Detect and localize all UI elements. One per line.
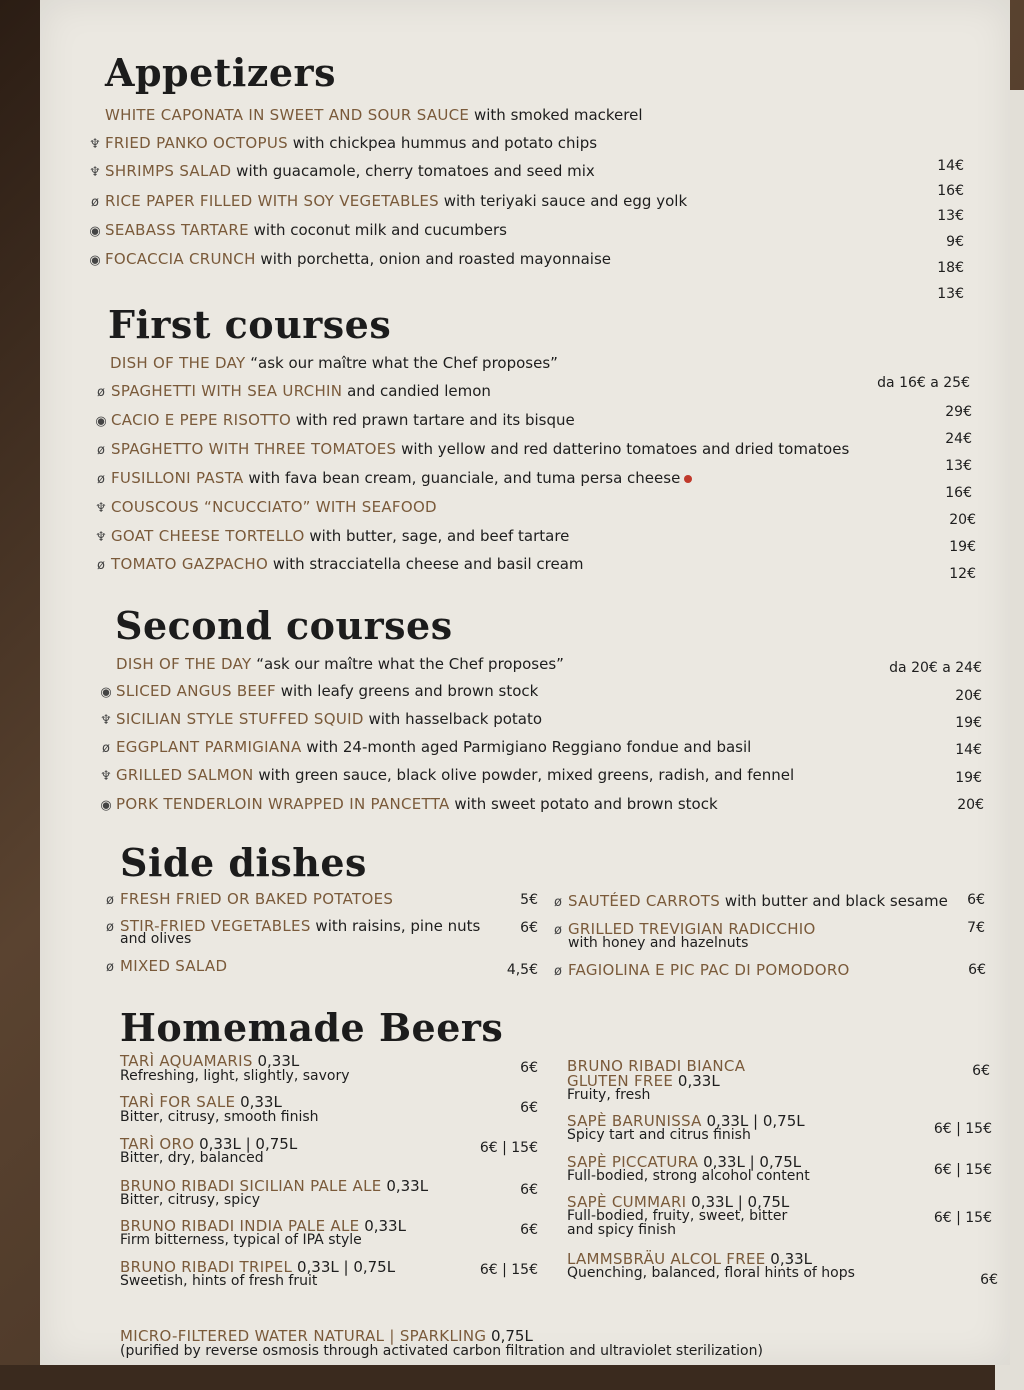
item-desc: with butter, sage, and beef tartare	[304, 527, 570, 545]
item-desc: with porchetta, onion and roasted mayonnaise	[255, 250, 612, 268]
beer-desc: Full-bodied, strong alcohol content	[567, 1168, 810, 1184]
beer-price: 6€	[972, 1063, 990, 1079]
beer-size: 0,33L | 0,75L	[686, 1193, 790, 1211]
item-price: 13€	[945, 458, 972, 474]
menu-item	[98, 766, 794, 784]
menu-item	[93, 469, 692, 487]
item-price: 18€	[937, 260, 964, 276]
item-price: 6€	[968, 962, 986, 978]
item-desc: with hasselback potato	[363, 710, 543, 728]
item-price: 19€	[955, 770, 982, 786]
item-desc: with butter and black sesame	[720, 892, 948, 910]
menu-item	[93, 527, 569, 545]
item-name: CACIO E PEPE RISOTTO	[111, 411, 292, 429]
item-desc: with guacamole, cherry tomatoes and seed mix	[231, 162, 595, 180]
item-name: SPAGHETTO WITH THREE TOMATOES	[111, 440, 397, 458]
item-price: 13€	[937, 286, 964, 302]
beer-desc-line2: and spicy finish	[567, 1222, 677, 1238]
menu-page	[40, 0, 1010, 1365]
menu-item	[102, 890, 393, 908]
beer-price: 6€ | 15€	[933, 1210, 992, 1226]
item-name: SPAGHETTI WITH SEA URCHIN	[111, 382, 343, 400]
spicy-icon	[684, 475, 692, 483]
item-name: GRILLED TREVIGIAN RADICCHIO	[568, 920, 816, 938]
item-price: 14€	[955, 742, 982, 758]
beer-size: 0,33L | 0,75L	[698, 1153, 802, 1171]
fish-icon: ♆	[100, 769, 112, 784]
item-price: 20€	[949, 512, 976, 528]
beer-name: BRUNO RIBADI SICILIAN PALE ALE	[120, 1177, 382, 1195]
leaf-icon: ø	[91, 195, 99, 210]
item-name: FRESH FRIED OR BAKED POTATOES	[120, 890, 394, 908]
item-desc: “ask our maître what the Chef proposes”	[245, 354, 558, 372]
item-price: 7€	[967, 920, 985, 936]
beer-price: 6€	[520, 1060, 538, 1076]
beer-desc: Bitter, citrusy, spicy	[120, 1192, 260, 1208]
beer-desc: Refreshing, light, slightly, savory	[120, 1068, 350, 1084]
menu-item	[93, 555, 584, 573]
item-desc: with sweet potato and brown stock	[449, 795, 718, 813]
item-price: 19€	[955, 715, 982, 731]
item-price: 12€	[949, 566, 976, 582]
leaf-icon: ø	[106, 893, 114, 908]
item-desc: with smoked mackerel	[469, 106, 643, 124]
leaf-icon: ø	[102, 741, 110, 756]
menu-item	[110, 354, 558, 372]
item-name: FUSILLONI PASTA	[111, 469, 244, 487]
item-name: SAUTÉED CARROTS	[568, 892, 721, 910]
item-price: 13€	[937, 208, 964, 224]
menu-item	[98, 795, 718, 813]
meat-icon: ◉	[89, 224, 101, 239]
item-name: SICILIAN STYLE STUFFED SQUID	[116, 710, 364, 728]
menu-item	[87, 221, 507, 239]
item-desc: with red prawn tartare and its bisque	[291, 411, 575, 429]
item-price: 16€	[937, 183, 964, 199]
leaf-icon: ø	[554, 923, 562, 938]
water-name: MICRO-FILTERED WATER NATURAL | SPARKLING	[120, 1327, 487, 1345]
beer-price: 6€	[520, 1182, 538, 1198]
fish-icon: ♆	[100, 713, 112, 728]
item-price: 20€	[957, 797, 984, 813]
leaf-icon: ø	[97, 385, 105, 400]
item-name: TOMATO GAZPACHO	[111, 555, 269, 573]
side-dishes-title: Side dishes	[120, 840, 367, 885]
item-price: 9€	[946, 234, 964, 250]
beer-name: TARÌ FOR SALE	[120, 1093, 236, 1111]
item-desc: with raisins, pine nuts	[310, 917, 481, 935]
item-name: SHRIMPS SALAD	[105, 162, 232, 180]
beer-desc: Full-bodied, fruity, sweet, bitter	[567, 1208, 788, 1224]
menu-item	[98, 682, 538, 700]
beer-size: 0,33L	[252, 1052, 300, 1070]
menu-item	[87, 162, 595, 180]
menu-item	[102, 957, 227, 975]
item-name: DISH OF THE DAY	[116, 655, 252, 673]
beer-desc: Quenching, balanced, floral hints of hops	[567, 1265, 855, 1281]
item-price: 29€	[945, 404, 972, 420]
item-price: 5€	[520, 892, 538, 908]
menu-item	[93, 498, 437, 516]
item-desc-line2: and olives	[120, 931, 192, 947]
item-price: 20€	[955, 688, 982, 704]
water-size: 0,75L	[486, 1327, 533, 1345]
item-price: 4,5€	[506, 962, 538, 978]
leaf-icon: ø	[97, 558, 105, 573]
item-desc: with stracciatella cheese and basil cream	[268, 555, 584, 573]
item-name: PORK TENDERLOIN WRAPPED IN PANCETTA	[116, 795, 450, 813]
menu-item	[93, 382, 491, 400]
beer-name: TARÌ AQUAMARIS	[120, 1052, 253, 1070]
item-name: SEABASS TARTARE	[105, 221, 249, 239]
leaf-icon: ø	[106, 960, 114, 975]
item-price: 6€	[967, 892, 985, 908]
beer-desc: Bitter, dry, balanced	[120, 1150, 264, 1166]
beer-name: SAPÈ PICCATURA	[567, 1153, 699, 1171]
item-name: EGGPLANT PARMIGIANA	[116, 738, 302, 756]
meat-icon: ◉	[100, 798, 112, 813]
item-price: 16€	[945, 485, 972, 501]
beer-name: BRUNO RIBADI INDIA PALE ALE	[120, 1217, 360, 1235]
item-desc: with leafy greens and brown stock	[275, 682, 539, 700]
menu-item	[87, 250, 611, 268]
item-name: GRILLED SALMON	[116, 766, 254, 784]
item-price: 14€	[937, 158, 964, 174]
item-price: 19€	[949, 539, 976, 555]
menu-item	[87, 192, 687, 210]
water-desc: (purified by reverse osmosis through activated carbon filtration and ultraviolet sterilization)	[120, 1343, 763, 1359]
homemade-beers-title: Homemade Beers	[120, 1005, 504, 1050]
menu-item	[98, 738, 751, 756]
item-name: FAGIOLINA E PIC PAC DI POMODORO	[568, 961, 850, 979]
item-name: DISH OF THE DAY	[110, 354, 246, 372]
beer-size: 0,33L | 0,75L	[194, 1135, 298, 1153]
item-name: COUSCOUS “NCUCCIATO” WITH SEAFOOD	[111, 498, 437, 516]
menu-item	[98, 710, 542, 728]
beer-size: 0,33L	[765, 1250, 813, 1268]
beer-name: SAPÈ CUMMARI	[567, 1193, 687, 1211]
beer-size: 0,33L	[359, 1217, 406, 1235]
beer-price: 6€ | 15€	[479, 1140, 538, 1156]
beer-price: 6€	[980, 1272, 998, 1288]
item-name: RICE PAPER FILLED WITH SOY VEGETABLES	[105, 192, 439, 210]
appetizers-title: Appetizers	[105, 50, 336, 95]
menu-item	[93, 440, 849, 458]
beer-name: GLUTEN FREE	[567, 1072, 674, 1090]
beer-name: BRUNO RIBADI BIANCA	[567, 1057, 746, 1075]
item-price: da 20€ a 24€	[889, 660, 982, 676]
leaf-icon: ø	[554, 895, 562, 910]
fish-icon: ♆	[89, 137, 101, 152]
item-name: FOCACCIA CRUNCH	[105, 250, 256, 268]
menu-item	[105, 106, 643, 124]
beer-name: TARÌ ORO	[120, 1135, 195, 1153]
beer-name: BRUNO RIBADI TRIPEL	[120, 1258, 293, 1276]
item-name: FRIED PANKO OCTOPUS	[105, 134, 288, 152]
fish-icon: ♆	[95, 501, 107, 516]
beer-desc: Firm bitterness, typical of IPA style	[120, 1232, 362, 1248]
beer-price: 6€	[520, 1222, 538, 1238]
item-desc: with fava bean cream, guanciale, and tuma persa cheese	[243, 469, 681, 487]
item-desc: with 24-month aged Parmigiano Reggiano fondue and basil	[301, 738, 752, 756]
menu-item	[550, 961, 850, 979]
item-desc: with yellow and red datterino tomatoes and dried tomatoes	[396, 440, 850, 458]
fish-icon: ♆	[89, 165, 101, 180]
beer-price: 6€	[520, 1100, 538, 1116]
beer-price: 6€ | 15€	[479, 1262, 538, 1278]
item-desc: with teriyaki sauce and egg yolk	[438, 192, 688, 210]
item-desc: with green sauce, black olive powder, mixed greens, radish, and fennel	[253, 766, 795, 784]
menu-item	[116, 655, 564, 673]
menu-item	[550, 892, 948, 910]
item-name: GOAT CHEESE TORTELLO	[111, 527, 305, 545]
item-name: MIXED SALAD	[120, 957, 228, 975]
fish-icon: ♆	[95, 530, 107, 545]
beer-name: LAMMSBRÄU ALCOL FREE	[567, 1250, 766, 1268]
item-desc: “ask our maître what the Chef proposes”	[251, 655, 564, 673]
beer-desc: Sweetish, hints of fresh fruit	[120, 1273, 318, 1289]
beer-size: 0,33L	[381, 1177, 429, 1195]
item-name: SLICED ANGUS BEEF	[116, 682, 276, 700]
second-courses-title: Second courses	[115, 603, 453, 648]
beer-size: 0,33L	[235, 1093, 282, 1111]
leaf-icon: ø	[97, 472, 105, 487]
beer-size: 0,33L | 0,75L	[292, 1258, 396, 1276]
beer-price: 6€ | 15€	[933, 1162, 992, 1178]
leaf-icon: ø	[106, 920, 114, 935]
meat-icon: ◉	[100, 685, 112, 700]
item-desc: with coconut milk and cucumbers	[248, 221, 507, 239]
leaf-icon: ø	[97, 443, 105, 458]
menu-item	[93, 411, 575, 429]
beer-desc: Fruity, fresh	[567, 1087, 651, 1103]
item-desc: with chickpea hummus and potato chips	[287, 134, 598, 152]
leaf-icon: ø	[554, 964, 562, 979]
meat-icon: ◉	[89, 253, 101, 268]
item-price: da 16€ a 25€	[877, 375, 970, 391]
meat-icon: ◉	[95, 414, 107, 429]
item-name: WHITE CAPONATA IN SWEET AND SOUR SAUCE	[105, 106, 470, 124]
item-price: 6€	[520, 920, 538, 936]
beer-price: 6€ | 15€	[933, 1121, 992, 1137]
beer-desc: Bitter, citrusy, smooth finish	[120, 1109, 319, 1125]
first-courses-title: First courses	[108, 302, 392, 347]
item-desc: and candied lemon	[342, 382, 491, 400]
item-price: 24€	[945, 431, 972, 447]
beer-size: 0,33L | 0,75L	[701, 1112, 805, 1130]
item-name: STIR-FRIED VEGETABLES	[120, 917, 311, 935]
beer-size: 0,33L	[673, 1072, 720, 1090]
menu-item	[87, 134, 597, 152]
beer-name: SAPÈ BARUNISSA	[567, 1112, 702, 1130]
beer-desc: Spicy tart and citrus finish	[567, 1127, 751, 1143]
item-desc-line2: with honey and hazelnuts	[568, 935, 749, 951]
